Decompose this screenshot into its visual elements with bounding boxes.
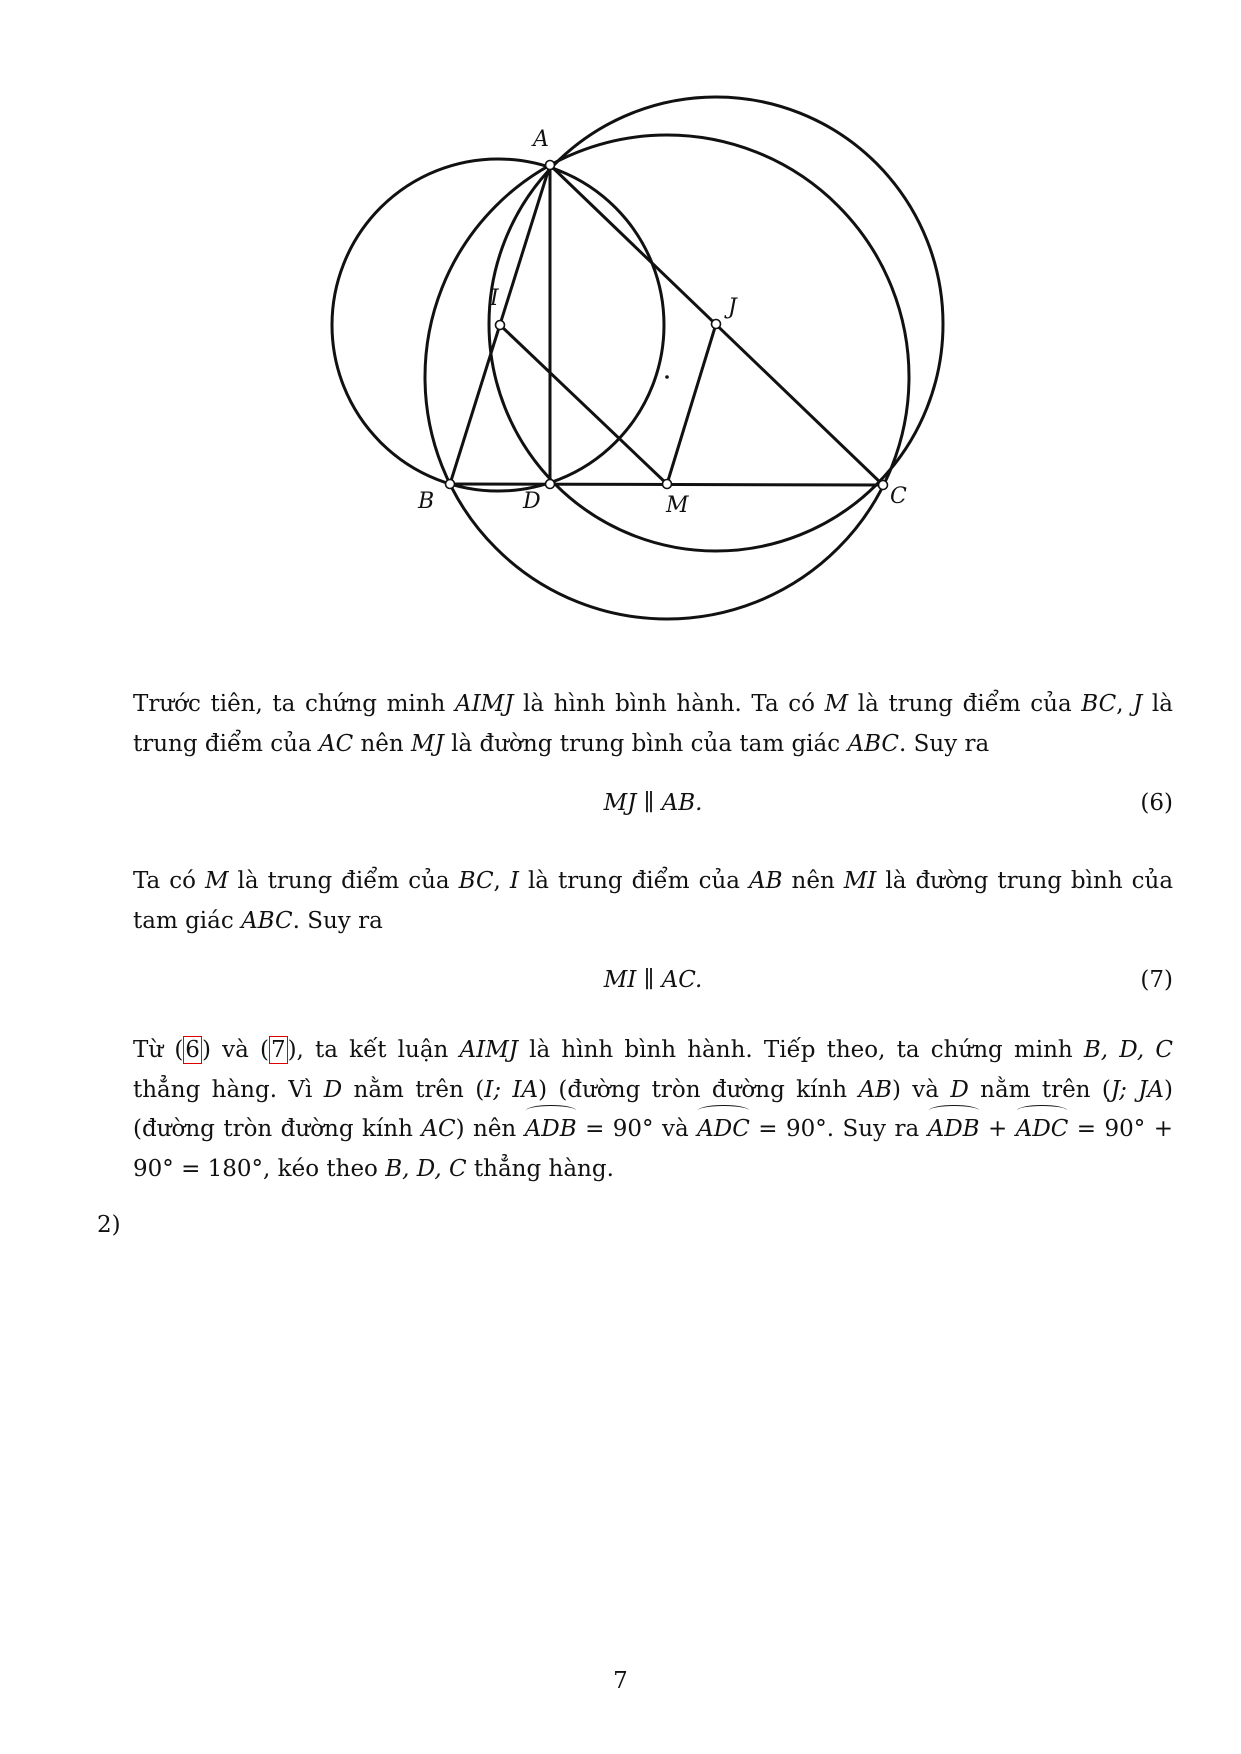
math: J xyxy=(1133,691,1143,717)
text: = 90° và xyxy=(576,1116,698,1142)
text: thẳng hàng. Vì xyxy=(133,1076,324,1103)
point-d xyxy=(546,480,555,489)
angle-adc: ADC xyxy=(1016,1110,1069,1150)
text: là trung điểm của xyxy=(848,691,1082,717)
text: Từ ( xyxy=(133,1037,184,1063)
text: Trước tiên, ta chứng minh xyxy=(133,691,455,717)
geometry-figure xyxy=(0,0,1241,640)
page-number: 7 xyxy=(613,1668,628,1694)
math: ABC xyxy=(241,907,293,934)
math: AC. xyxy=(661,967,703,993)
math: AIMJ xyxy=(454,691,514,717)
text: nằm trên ( xyxy=(968,1076,1111,1103)
text: nên xyxy=(782,868,844,894)
parallel-symbol: ∥ xyxy=(636,790,662,816)
list-item-number: 2) xyxy=(97,1212,121,1238)
text: là trung điểm của xyxy=(228,868,459,894)
math: AC xyxy=(318,730,354,757)
text: thẳng hàng. xyxy=(466,1155,614,1182)
label-i: I xyxy=(490,286,499,311)
math: MJ xyxy=(603,790,637,816)
text: . Suy ra xyxy=(292,907,383,934)
math: AB xyxy=(858,1076,892,1103)
text: nằm trên ( xyxy=(342,1076,485,1103)
equation-6-body xyxy=(133,790,1173,816)
point-i xyxy=(496,321,505,330)
label-a: A xyxy=(533,127,549,152)
math: MJ xyxy=(411,730,444,757)
text: ), ta kết luận xyxy=(287,1037,460,1063)
text: là đường trung bình của tam giác xyxy=(443,730,848,757)
label-b: B xyxy=(418,489,435,514)
math: M xyxy=(824,691,849,717)
point-b xyxy=(446,480,455,489)
equation-ref-7[interactable]: 7 xyxy=(270,1037,286,1063)
math: M xyxy=(204,868,229,894)
math: B, D, C xyxy=(385,1155,467,1182)
text: là hình bình hành. Ta có xyxy=(513,691,825,717)
point-m xyxy=(663,480,672,489)
text: là trung điểm của xyxy=(518,868,750,894)
equation-6 xyxy=(133,790,1173,820)
text: , xyxy=(1116,691,1134,717)
equation-7 xyxy=(133,967,1173,997)
segment-mj xyxy=(667,324,716,484)
text: . Suy ra xyxy=(899,730,990,757)
math: BC xyxy=(458,868,494,894)
text: = 90° + 90° = 180°, kéo theo xyxy=(133,1116,1173,1182)
math: MI xyxy=(603,967,637,993)
paragraph-midline-mi xyxy=(133,862,1173,941)
text: , xyxy=(493,868,510,894)
label-j: J xyxy=(728,295,737,320)
paragraph-collinear xyxy=(133,1031,1173,1189)
angle-adc: ADC xyxy=(697,1110,750,1150)
math: AB. xyxy=(661,790,703,816)
text: = 90°. Suy ra xyxy=(749,1116,928,1142)
math: B, D, C xyxy=(1083,1037,1173,1063)
math: D xyxy=(950,1076,969,1103)
equation-ref-6[interactable]: 6 xyxy=(185,1037,200,1063)
text: ) và ( xyxy=(201,1037,269,1063)
segment-im xyxy=(500,325,667,484)
math: MI xyxy=(843,868,877,894)
math: I xyxy=(509,868,519,894)
point-a xyxy=(546,161,555,170)
label-c: C xyxy=(890,484,907,509)
label-m: M xyxy=(666,493,689,518)
math: AC xyxy=(421,1116,456,1142)
math: I; IA xyxy=(484,1076,539,1103)
text: ) và xyxy=(891,1076,951,1103)
parallel-symbol: ∥ xyxy=(636,967,662,993)
point-j xyxy=(712,320,721,329)
paragraph-parallelogram-intro xyxy=(133,685,1173,764)
text: nên xyxy=(353,730,412,757)
text: ) nên xyxy=(455,1116,525,1142)
equation-7-number: (7) xyxy=(1140,967,1173,993)
text: ) (đường tròn đường kính xyxy=(133,1076,1174,1142)
text: Ta có xyxy=(133,868,205,894)
math: AB xyxy=(749,868,783,894)
text: ) (đường tròn đường kính xyxy=(538,1076,859,1103)
text: là hình bình hành. Tiếp theo, ta chứng minh xyxy=(518,1037,1084,1063)
point-c xyxy=(879,481,888,490)
math: ABC xyxy=(847,730,899,757)
equation-7-body xyxy=(133,967,1173,993)
angle-adb: ADB xyxy=(525,1110,577,1150)
center-dot xyxy=(665,375,669,379)
label-d: D xyxy=(523,489,541,514)
angle-adb: ADB xyxy=(928,1110,980,1150)
math: BC xyxy=(1081,691,1117,717)
text: + xyxy=(979,1116,1016,1142)
text: là đường trung bình của tam giác xyxy=(133,868,1174,934)
equation-6-number: (6) xyxy=(1140,790,1173,816)
math: AIMJ xyxy=(459,1037,518,1063)
text: là trung điểm của xyxy=(133,691,1173,757)
math: J; JA xyxy=(1110,1076,1165,1103)
math: D xyxy=(323,1076,343,1103)
